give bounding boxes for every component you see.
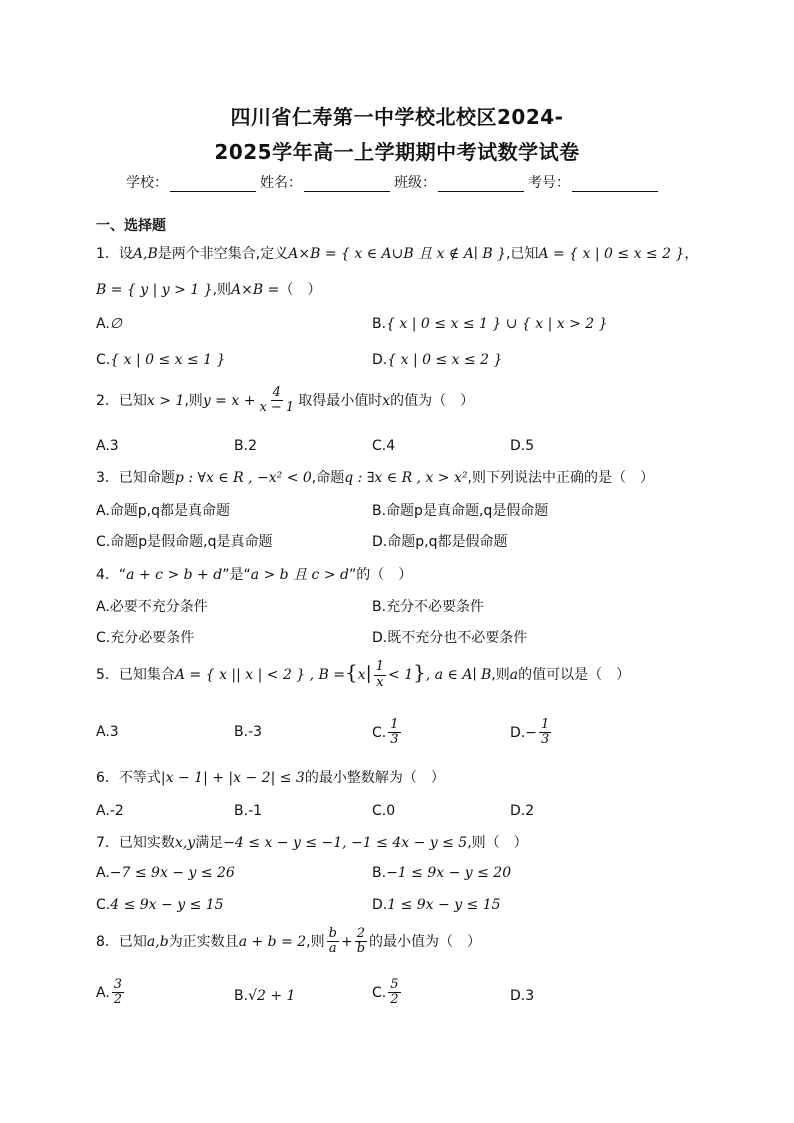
q2-option-d[interactable]: D.5 — [510, 438, 535, 454]
q5-option-d[interactable]: D.− $\frac{1}{3}$ — [510, 717, 550, 748]
question-1-line2: B = { y | y > 1 },则A×B =（ ） — [96, 282, 322, 298]
q6-option-c[interactable]: C.0 — [372, 803, 396, 819]
q3-option-a[interactable]: A.命题p,q都是真命题 — [96, 503, 231, 519]
q7-option-c[interactable]: C.4 ≤ 9x − y ≤ 15 — [96, 897, 224, 913]
q6-option-b[interactable]: B.-1 — [234, 803, 263, 819]
q2-option-b[interactable]: B.2 — [234, 438, 257, 454]
question-2: 2．已知x > 1,则y = x + $\frac{4}{x - 1}$ 取得最小值时x的值为（ ） — [96, 385, 475, 416]
q1-option-a[interactable]: A.∅ — [96, 316, 122, 332]
q4-option-d[interactable]: D.既不充分也不必要条件 — [372, 630, 528, 646]
q2-fraction: $\frac{4}{x - 1}$ — [259, 385, 295, 416]
question-3: 3．已知命题p : ∀x ∈ R , −x² < 0,命题q : ∃x ∈ R , x > x²,则下列说法中正确的是（ ） — [96, 470, 654, 486]
q1-option-c[interactable]: C.{ x | 0 ≤ x ≤ 1 } — [96, 352, 226, 368]
q4-option-b[interactable]: B.充分不必要条件 — [372, 599, 485, 615]
q7-option-d[interactable]: D.1 ≤ 9x − y ≤ 15 — [372, 897, 501, 913]
q1-option-d[interactable]: D.{ x | 0 ≤ x ≤ 2 } — [372, 352, 503, 368]
section-heading: 一、选择题 — [96, 218, 166, 234]
question-5: 5．已知集合A = { x || x | < 2 } , B ={x| $\frac{1}{x}$ < 1}, a ∈ A∣ B,则a的值可以是（ ） — [96, 659, 631, 690]
q2-option-a[interactable]: A.3 — [96, 438, 119, 454]
q4-option-c[interactable]: C.充分必要条件 — [96, 630, 195, 646]
q8-fraction-1: $\frac{b}{a}$ — [328, 926, 337, 957]
number-field[interactable]: 考号： — [528, 172, 658, 192]
exam-title-line2: 2025学年高一上学期期中考试数学试卷 — [214, 140, 580, 164]
q7-option-b[interactable]: B.−1 ≤ 9x − y ≤ 20 — [372, 865, 512, 881]
q5-fraction: $\frac{1}{x}$ — [375, 659, 385, 690]
q2-option-c[interactable]: C.4 — [372, 438, 396, 454]
exam-title-line1: 四川省仁寿第一中学校北校区2024- — [230, 105, 564, 129]
q5-option-a[interactable]: A.3 — [96, 724, 119, 740]
q3-option-c[interactable]: C.命题p是假命题,q是真命题 — [96, 534, 273, 550]
q7-option-a[interactable]: A.−7 ≤ 9x − y ≤ 26 — [96, 865, 235, 881]
q1-option-b[interactable]: B.{ x | 0 ≤ x ≤ 1 } ∪ { x | x > 2 } — [372, 316, 608, 332]
question-6: 6．不等式|x − 1| + |x − 2| ≤ 3的最小整数解为（ ） — [96, 770, 445, 786]
q5-option-b[interactable]: B.-3 — [234, 724, 263, 740]
q6-option-d[interactable]: D.2 — [510, 803, 535, 819]
question-8: 8．已知a,b为正实数且a + b = 2,则 $\frac{b}{a}$ + $\frac{2}{b}$ 的最小值为（ ） — [96, 926, 482, 957]
class-field[interactable]: 班级： — [394, 172, 524, 192]
q8-option-b[interactable]: B.√2 + 1 — [234, 988, 296, 1004]
student-info-row — [126, 172, 686, 192]
q8-option-a[interactable]: A. $\frac{3}{2}$ — [96, 977, 123, 1008]
question-1-line1: 1．设A,B是两个非空集合,定义A×B = { x ∈ A∪B 且 x ∉ A∣ B },已知A = { x | 0 ≤ x ≤ 2 }， — [96, 246, 699, 262]
q6-option-a[interactable]: A.-2 — [96, 803, 124, 819]
q5-option-c[interactable]: C. $\frac{1}{3}$ — [372, 717, 399, 748]
q8-option-d[interactable]: D.3 — [510, 988, 535, 1004]
question-7: 7．已知实数x,y满足−4 ≤ x − y ≤ −1, −1 ≤ 4x − y ≤ 5,则（ ） — [96, 835, 528, 851]
q3-option-d[interactable]: D.命题p,q都是假命题 — [372, 534, 508, 550]
q8-fraction-2: $\frac{2}{b}$ — [356, 926, 366, 957]
question-4: 4．“a + c > b + d”是“a > b 且 c > d”的（ ） — [96, 567, 413, 583]
q3-option-b[interactable]: B.命题p是真命题,q是假命题 — [372, 503, 549, 519]
name-field[interactable]: 姓名： — [260, 172, 390, 192]
school-field[interactable]: 学校： — [126, 172, 256, 192]
q4-option-a[interactable]: A.必要不充分条件 — [96, 599, 208, 615]
q8-option-c[interactable]: C. $\frac{5}{2}$ — [372, 977, 399, 1008]
